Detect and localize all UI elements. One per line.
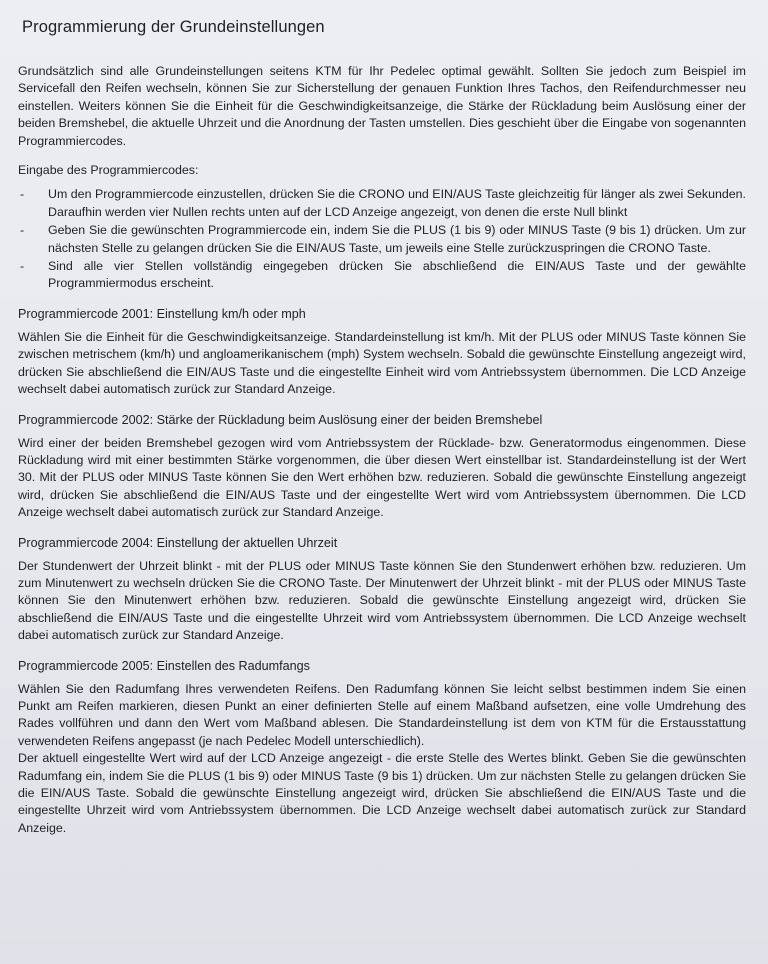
list-item: - Sind alle vier Stellen vollständig eingegeben drücken Sie abschließend die EIN/AUS Taste und der gewählte Programmiermodus erscheint. [18,258,746,293]
section-body: Wählen Sie den Radumfang Ihres verwendeten Reifens. Den Radumfang können Sie leicht selbst bestimmen indem Sie einen Punkt am Reifen markieren, diesen Punkt an einer definierten Stelle auf einem Maßband aufsetzen, eine volle Umdrehung des Rades vollführen und dann den Wert vom Maßband ablesen. Die Standardeinstellung ist dem von KTM für die Erstausstattung verwendeten Reifens angepasst (je nach Pedelec Modell unterschiedlich). [18,681,746,748]
section-2002 [18,413,746,522]
intro-paragraph: Grundsätzlich sind alle Grundeinstellungen seitens KTM für Ihr Pedelec optimal gewählt. Sollten Sie jedoch zum Beispiel im Servicefall den Reifen wechseln, können Sie zur Sicherstellung der genauen Funktion Ihres Tachos, den Reifendurchmesser neu einstellen. Weiters können Sie die Einheit für die Geschwindigkeitsanzeige, die Stärke der Rückladung beim Auslösung einer der beiden Bremshebel, die aktuelle Uhrzeit und die Anordnung der Tasten umstellen. Dies geschieht über die Eingabe von sogenannten Programmiercodes. [18,64,746,148]
section-body-continued: Der aktuell eingestellte Wert wird auf der LCD Anzeige angezeigt - die erste Stelle des Wertes blinkt. Geben Sie die gewünschten Radumfang ein, indem Sie die PLUS (1 bis 9) oder MINUS Taste (9 bis 1) drücken. Um zur nächsten Stelle zu gelangen drücken Sie die EIN/AUS Taste. Sobald die gewünschte Einstellung angezeigt wird, drücken Sie abschließend die EIN/AUS Taste und die eingestellte Uhrzeit wird vom Antriebssystem übernommen. Die LCD Anzeige wechselt dabei automatisch zurück zur Standard Anzeige. [18,751,746,835]
section-body: Der Stundenwert der Uhrzeit blinkt - mit der PLUS oder MINUS Taste können Sie den Stundenwert erhöhen bzw. reduzieren. Um zum Minutenwert zu wechseln drücken Sie die CRONO Taste. Der Minutenwert der Uhrzeit blinkt - mit der PLUS oder MINUS Taste können Sie den Minutenwert erhöhen bzw. reduzieren. Sobald die gewünschte Einstellung angezeigt wird, drücken Sie abschließend die EIN/AUS Taste und die eingestellte Uhrzeit wird vom Antriebssystem übernommen. Die LCD Anzeige wechselt dabei automatisch zurück zur Standard Anzeige. [18,558,746,643]
section-2004 [18,536,746,645]
section-body: Wählen Sie die Einheit für die Geschwindigkeitsanzeige. Standardeinstellung ist km/h. Mit der PLUS oder MINUS Taste können Sie zwischen metrischem (km/h) und angloamerikanischem (mph) System wechseln. Sobald die gewünschte Einstellung angezeigt wird, drücken Sie abschließend die EIN/AUS Taste und die eingestellte Einheit wird vom Antriebssystem übernommen. Die LCD Anzeige wechselt dabei automatisch zurück zur Standard Anzeige. [18,329,746,397]
page-title: Programmierung der Grundeinstellungen [22,18,325,36]
entry-list [18,186,746,292]
entry-heading: Eingabe des Programmiercodes: [18,163,199,178]
section-heading: Programmiercode 2001: Einstellung km/h oder mph [18,306,306,321]
section-heading: Programmiercode 2002: Stärke der Rückladung beim Auslösung einer der beiden Bremshebel [18,412,543,427]
section-2001 [18,307,746,399]
list-item: - Geben Sie die gewünschten Programmiercode ein, indem Sie die PLUS (1 bis 9) oder MINUS Taste (9 bis 1) drücken. Um zur nächsten Stelle zu gelangen drücken Sie die EIN/AUS Taste, um jeweils eine Stelle zurückzuspringen die CRONO Taste. [18,222,746,257]
section-body: Wird einer der beiden Bremshebel gezogen wird vom Antriebssystem der Rücklade- bzw. Generatormodus eingenommen. Diese Rückladung wird mit einer bestimmten Stärke vorgenommen, die über diesen Wert einstellbar ist. Standardeinstellung ist der Wert 30. Mit der PLUS oder MINUS Taste können Sie den Wert erhöhen bzw. reduzieren. Sobald die gewünschte Einstellung angezeigt wird, drücken Sie abschließend die EIN/AUS Taste und der eingestellte Wert wird vom Antriebssystem übernommen. Die LCD Anzeige wechselt dabei automatisch zurück zur Standard Anzeige. [18,435,746,520]
section-2005 [18,659,746,838]
section-heading: Programmiercode 2005: Einstellen des Radumfangs [18,658,310,673]
section-heading: Programmiercode 2004: Einstellung der aktuellen Uhrzeit [18,535,338,550]
list-item: - Um den Programmiercode einzustellen, drücken Sie die CRONO und EIN/AUS Taste gleichzeitig für länger als zwei Sekunden. Daraufhin werden vier Nullen rechts unten auf der LCD Anzeige angezeigt, von denen die erste Null blinkt [18,186,746,221]
